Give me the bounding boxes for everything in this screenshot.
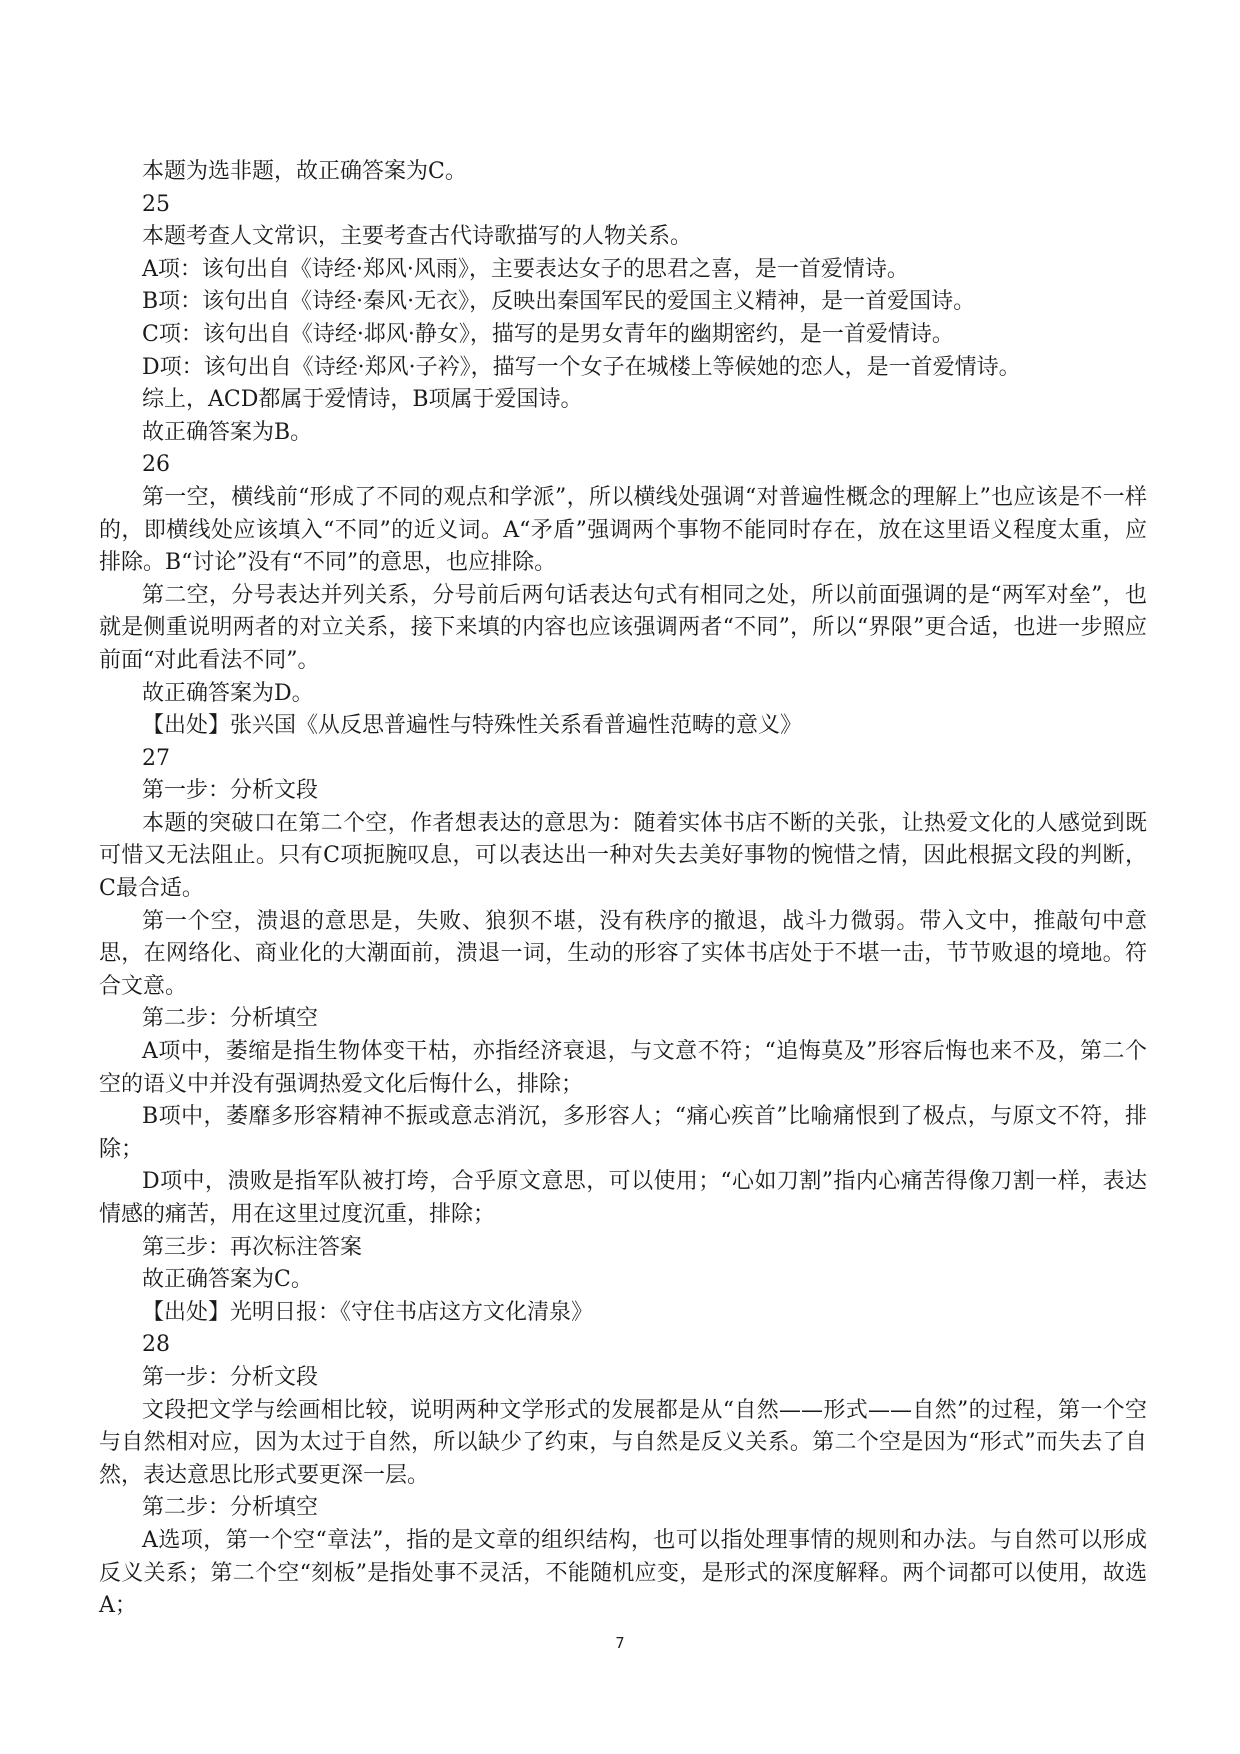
paragraph: A项中，萎缩是指生物体变干枯，亦指经济衰退，与文意不符；“追悔莫及”形容后悔也来不及，第二个空的语义中并没有强调热爱文化后悔什么，排除； bbox=[99, 1039, 1147, 1097]
paragraph: 第二步：分析填空 bbox=[142, 1006, 319, 1032]
paragraph: 第二空，分号表达并列关系，分号前后两句话表达句式有相同之处，所以前面强调的是“两军对垒”，也就是侧重说明两者的对立关系，接下来填的内容也应该强调两者“不同”，所以“界限”更合适，也进一步照应前面“对此看法不同”。 bbox=[99, 582, 1147, 673]
paragraph: 本题为选非题，故正确答案为C。 bbox=[142, 159, 467, 184]
paragraph: 本题考查人文常识，主要考查古代诗歌描写的人物关系。 bbox=[142, 224, 693, 250]
paragraph: 28 bbox=[142, 1332, 170, 1358]
paragraph: 25 bbox=[142, 191, 170, 217]
paragraph: 【出处】光明日报：《守住书店这方文化清泉》 bbox=[142, 1299, 594, 1325]
paragraph: A项：该句出自《诗经·郑风·风雨》，主要表达女子的思君之喜，是一首爱情诗。 bbox=[142, 256, 909, 282]
paragraph: 文段把文学与绘画相比较，说明两种文学形式的发展都是从“自然——形式——自然”的过程，第一个空与自然相对应，因为太过于自然，所以缺少了约束，与自然是反义关系。第二个空是因为“形式”而失去了自然，表达意思比形式要更深一层。 bbox=[99, 1397, 1147, 1488]
paragraph: C项：该句出自《诗经·邶风·静女》，描写的是男女青年的幽期密约，是一首爱情诗。 bbox=[142, 321, 954, 347]
page-number: 7 bbox=[615, 1634, 625, 1652]
paragraph: 第三步：再次标注答案 bbox=[142, 1234, 363, 1260]
paragraph: 27 bbox=[142, 745, 170, 771]
paragraph: 【出处】张兴国《从反思普遍性与特殊性关系看普遍性范畴的意义》 bbox=[142, 713, 803, 739]
paragraph: 故正确答案为B。 bbox=[142, 419, 313, 445]
paragraph: B项中，萎靡多形容精神不振或意志消沉，多形容人；“痛心疾首”比喻痛恨到了极点，与原文不符，排除； bbox=[99, 1104, 1147, 1162]
paragraph: D项：该句出自《诗经·郑风·子衿》，描写一个女子在城楼上等候她的恋人，是一首爱情诗。 bbox=[142, 354, 1021, 380]
paragraph: 综上，ACD都属于爱情诗，B项属于爱国诗。 bbox=[142, 387, 583, 413]
paragraph: 第一个空，溃退的意思是，失败、狼狈不堪，没有秩序的撤退，战斗力微弱。带入文中，推敲句中意思，在网络化、商业化的大潮面前，溃退一词，生动的形容了实体书店处于不堪一击，节节败退的境地。符合文意。 bbox=[99, 908, 1147, 999]
paragraph: 第一空，横线前“形成了不同的观点和学派”，所以横线处强调“对普遍性概念的理解上”也应该是不一样的，即横线处应该填入“不同”的近义词。A“矛盾”强调两个事物不能同时存在，放在这里语义程度太重，应排除。B“讨论”没有“不同”的意思，也应排除。 bbox=[99, 484, 1147, 576]
paragraph: D项中，溃败是指军队被打垮，合乎原文意思，可以使用；“心如刀割”指内心痛苦得像刀割一样，表达情感的痛苦，用在这里过度沉重，排除； bbox=[99, 1169, 1147, 1227]
paragraph: 故正确答案为D。 bbox=[142, 680, 314, 706]
paragraph: A选项，第一个空“章法”，指的是文章的组织结构，也可以指处理事情的规则和办法。与自然可以形成反义关系；第二个空“刻板”是指处事不灵活，不能随机应变，是形式的深度解释。两个词都可以使用，故选A； bbox=[99, 1527, 1147, 1619]
paragraph: 第一步：分析文段 bbox=[142, 1364, 319, 1390]
document-body bbox=[99, 156, 1147, 1623]
paragraph: 26 bbox=[142, 452, 170, 478]
paragraph: 故正确答案为C。 bbox=[142, 1267, 313, 1293]
paragraph: 第一步：分析文段 bbox=[142, 778, 319, 804]
paragraph: B项：该句出自《诗经·秦风·无衣》，反映出秦国军民的爱国主义精神，是一首爱国诗。 bbox=[142, 289, 976, 315]
paragraph: 本题的突破口在第二个空，作者想表达的意思为：随着实体书店不断的关张，让热爱文化的人感觉到既可惜又无法阻止。只有C项扼腕叹息，可以表达出一种对失去美好事物的惋惜之情，因此根据文段的判断， C最合适。 bbox=[99, 810, 1147, 902]
paragraph: 第二步：分析填空 bbox=[142, 1495, 319, 1521]
